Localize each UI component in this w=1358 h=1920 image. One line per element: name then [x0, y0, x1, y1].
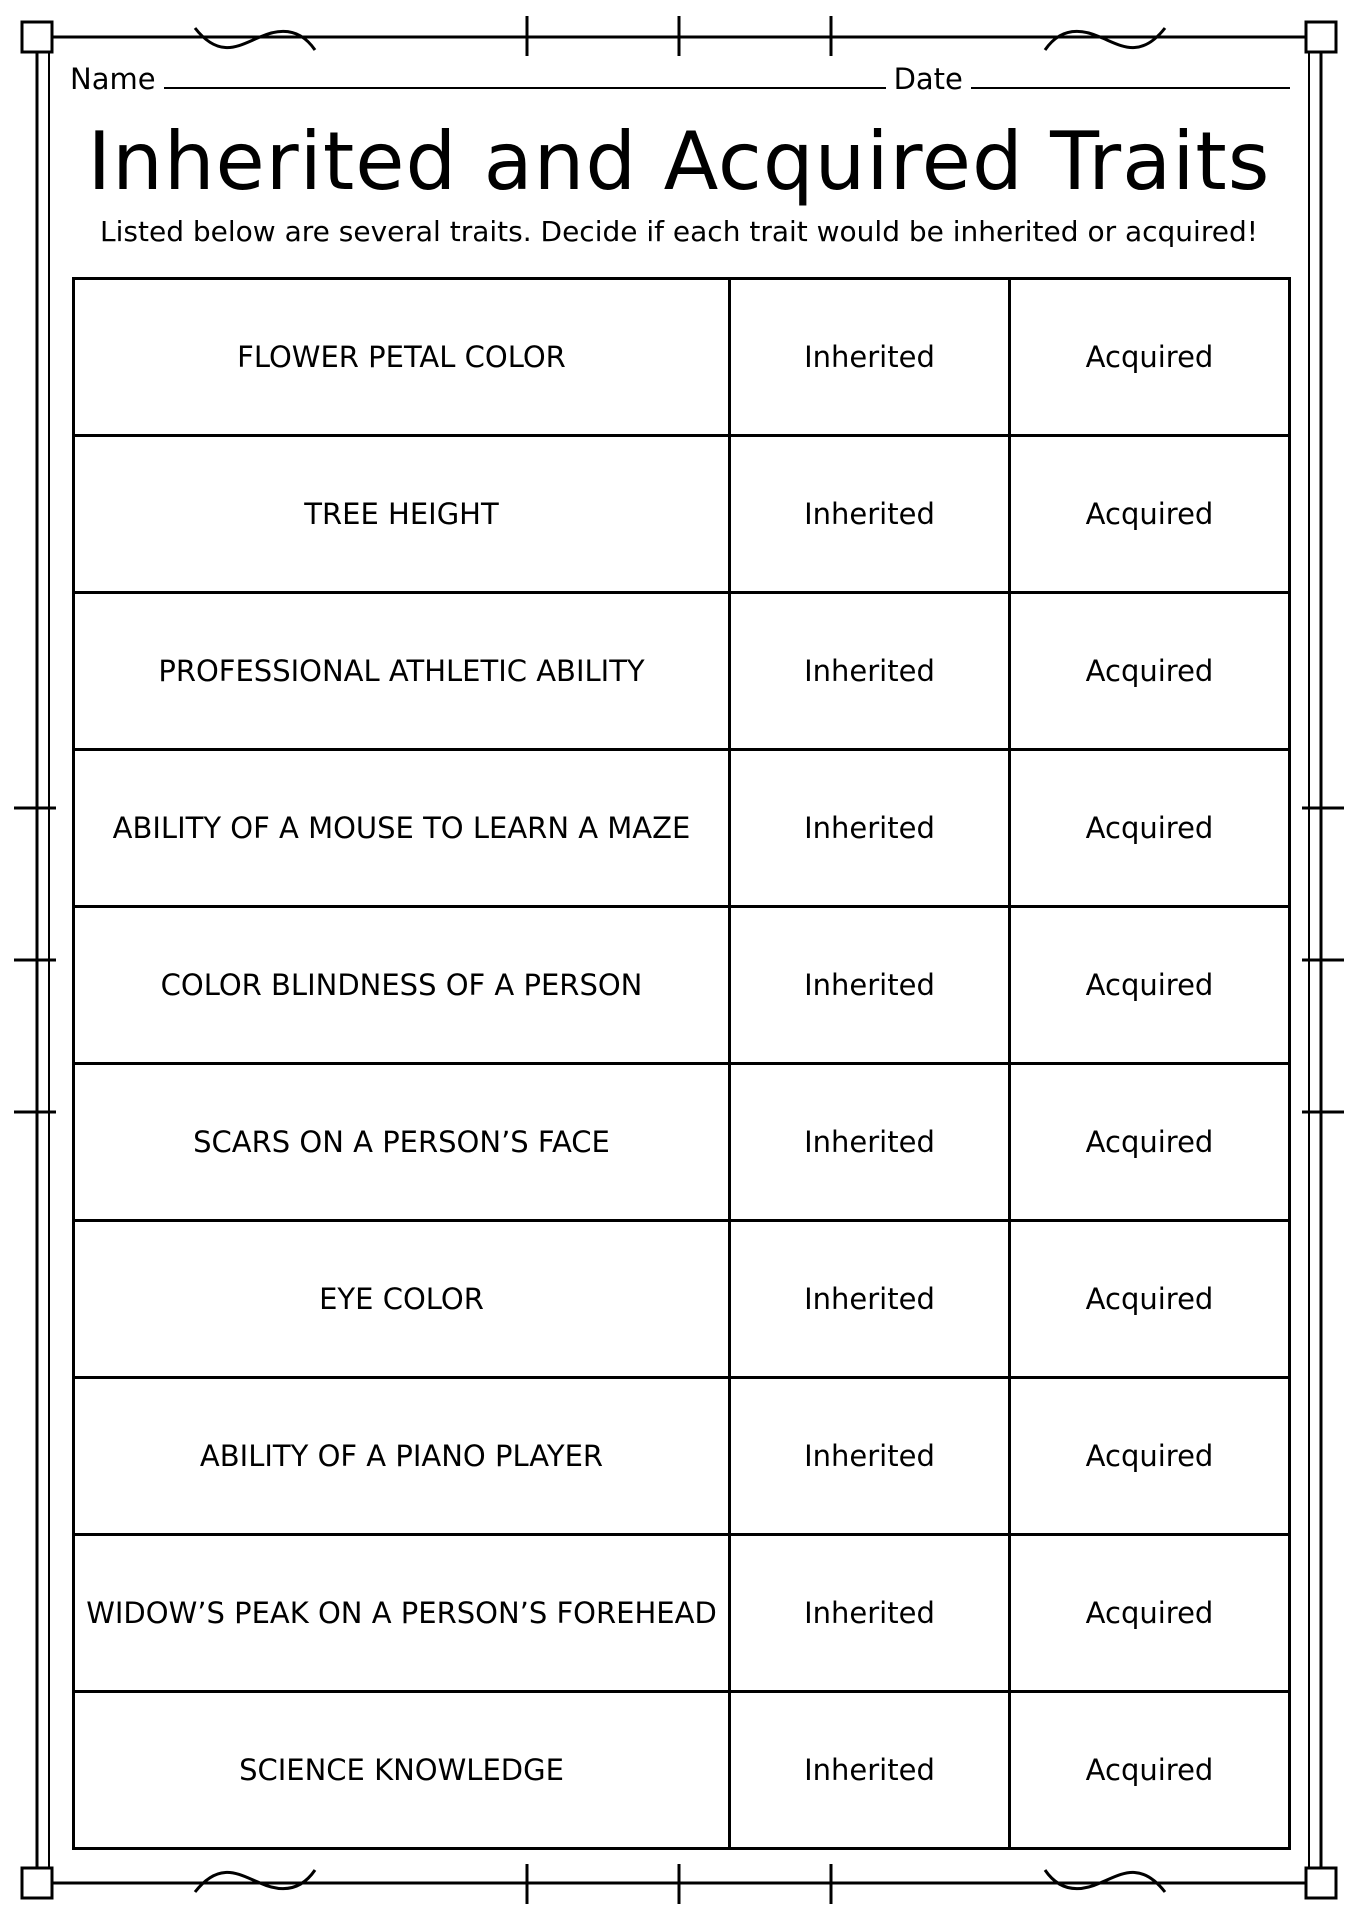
acquired-option[interactable]: Acquired [1010, 1535, 1290, 1692]
trait-cell: SCIENCE KNOWLEDGE [74, 1692, 730, 1849]
table-row [74, 1535, 1290, 1692]
table-row [74, 1221, 1290, 1378]
acquired-option[interactable]: Acquired [1010, 907, 1290, 1064]
acquired-option[interactable]: Acquired [1010, 750, 1290, 907]
table-row [74, 279, 1290, 436]
name-date-line [70, 62, 1290, 102]
trait-cell: COLOR BLINDNESS OF A PERSON [74, 907, 730, 1064]
trait-cell: WIDOW’S PEAK ON A PERSON’S FOREHEAD [74, 1535, 730, 1692]
trait-cell: ABILITY OF A MOUSE TO LEARN A MAZE [74, 750, 730, 907]
trait-cell: EYE COLOR [74, 1221, 730, 1378]
acquired-option[interactable]: Acquired [1010, 1692, 1290, 1849]
acquired-option[interactable]: Acquired [1010, 1221, 1290, 1378]
inherited-option[interactable]: Inherited [730, 279, 1010, 436]
inherited-option[interactable]: Inherited [730, 436, 1010, 593]
inherited-option[interactable]: Inherited [730, 593, 1010, 750]
inherited-option[interactable]: Inherited [730, 1221, 1010, 1378]
date-label: Date [893, 62, 963, 96]
worksheet-instructions: Listed below are several traits. Decide if each trait would be inherited or acquired! [100, 215, 1258, 248]
trait-cell: ABILITY OF A PIANO PLAYER [74, 1378, 730, 1535]
inherited-option[interactable]: Inherited [730, 1535, 1010, 1692]
trait-cell: FLOWER PETAL COLOR [74, 279, 730, 436]
trait-cell: PROFESSIONAL ATHLETIC ABILITY [74, 593, 730, 750]
acquired-option[interactable]: Acquired [1010, 593, 1290, 750]
acquired-option[interactable]: Acquired [1010, 436, 1290, 593]
table-row [74, 593, 1290, 750]
trait-cell: TREE HEIGHT [74, 436, 730, 593]
acquired-option[interactable]: Acquired [1010, 1378, 1290, 1535]
table-row [74, 436, 1290, 593]
table-row [74, 1692, 1290, 1849]
table-row [74, 1064, 1290, 1221]
inherited-option[interactable]: Inherited [730, 1064, 1010, 1221]
name-label: Name [70, 62, 156, 96]
acquired-option[interactable]: Acquired [1010, 1064, 1290, 1221]
inherited-option[interactable]: Inherited [730, 907, 1010, 1064]
acquired-option[interactable]: Acquired [1010, 279, 1290, 436]
worksheet-title: Inherited and Acquired Traits [87, 115, 1271, 208]
inherited-option[interactable]: Inherited [730, 1378, 1010, 1535]
inherited-option[interactable]: Inherited [730, 1692, 1010, 1849]
date-field[interactable] [971, 65, 1290, 89]
name-field[interactable] [164, 65, 886, 89]
traits-table [72, 277, 1291, 1850]
table-row [74, 907, 1290, 1064]
table-row [74, 750, 1290, 907]
inherited-option[interactable]: Inherited [730, 750, 1010, 907]
trait-cell: SCARS ON A PERSON’S FACE [74, 1064, 730, 1221]
table-row [74, 1378, 1290, 1535]
